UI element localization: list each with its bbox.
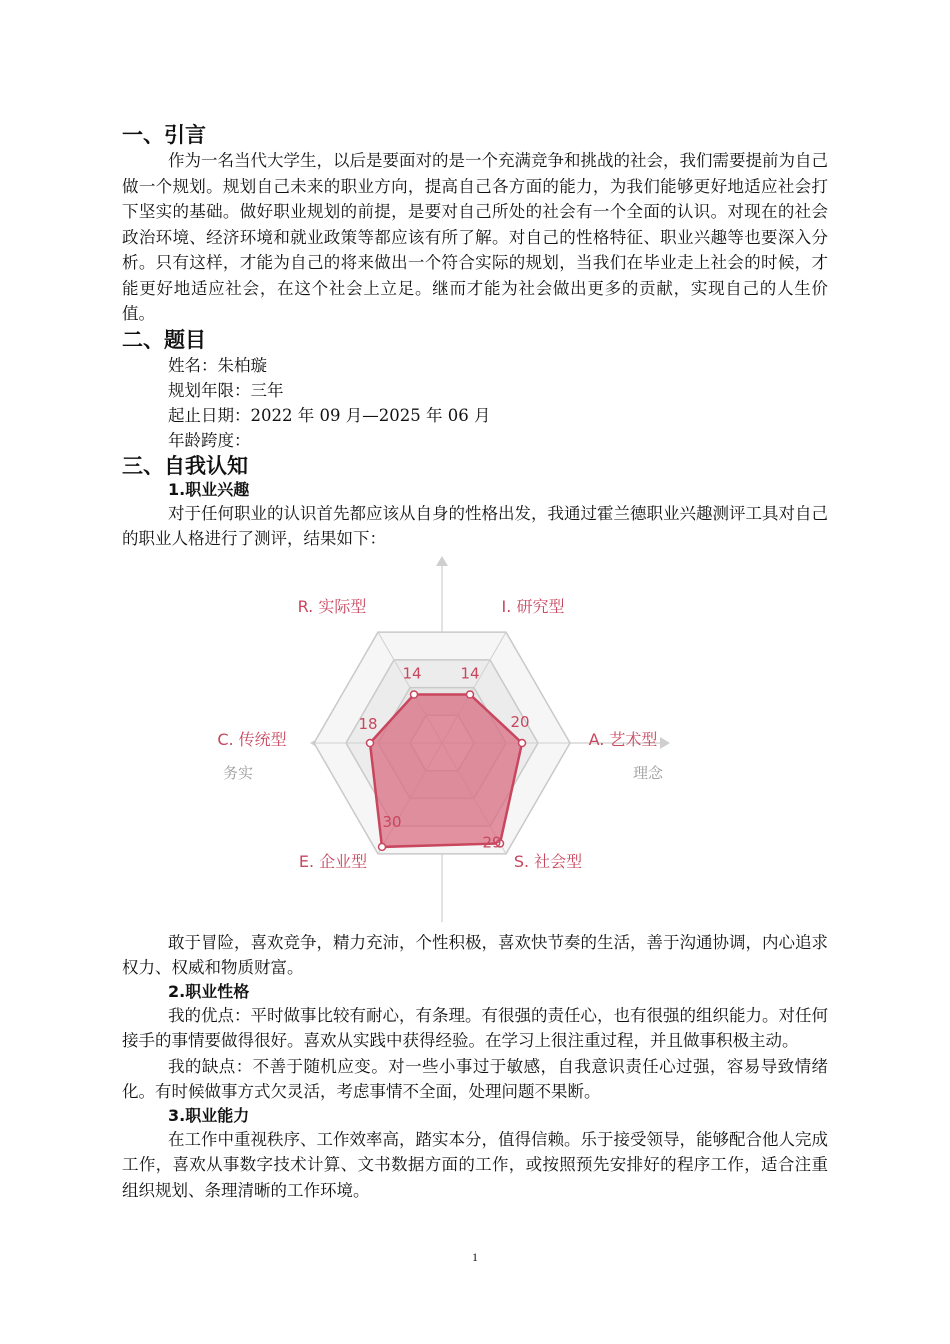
data-point [367,739,374,746]
page-number: 1 [472,1250,478,1264]
field-years: 规划年限：三年 [168,380,284,400]
ability-paragraph: 在工作中重视秩序、工作效率高，踏实本分，值得信赖。乐于接受领导，能够配合他人完成工作，喜欢从事数字技术计算、文书数据方面的工作，或按照预先安排好的程序工作，适合注重组织规划、条理清晰的工作环境。 [122,1129,828,1200]
category-label: S. 社会型 [513,851,583,871]
data-point [467,691,474,698]
category-label: R. 实际型 [297,596,367,616]
subheading-interest: 1.职业兴趣 [168,479,250,499]
document-body [122,122,828,1203]
field-name: 姓名：朱柏璇 [168,355,267,375]
value-label: 14 [402,664,422,683]
data-point [411,691,418,698]
right-arrow-icon [660,737,670,749]
axis-label-right: 理念 [632,763,664,782]
data-point [379,843,386,850]
value-label: 14 [460,664,480,683]
weaknesses-paragraph: 我的缺点：不善于随机应变。对一些小事过于敏感，自我意识责任心过强，容易导致情绪化。有时候做事方式欠灵活，考虑事情不全面，处理问题不果断。 [122,1056,828,1101]
section-heading-title: 二、题目 [122,327,206,352]
axis-label-left: 务实 [222,763,254,782]
data-point [519,739,526,746]
strengths-paragraph: 我的优点：平时做事比较有耐心，有条理。有很强的责任心，也有很强的组织能力。对任何接手的事情要做得很好。喜欢从实践中获得经验。在学习上很注重过程，并且做事积极主动。 [122,1005,828,1050]
category-label: I. 研究型 [501,596,565,616]
value-label: 30 [382,812,402,831]
radar-svg [122,556,828,930]
category-label: E. 企业型 [298,851,368,871]
subheading-ability: 3.职业能力 [168,1105,250,1125]
field-dates: 起止日期：2022 年 09 月—2025 年 06 月 [168,405,491,425]
category-label: A. 艺术型 [588,729,658,749]
subheading-personality: 2.职业性格 [168,981,250,1001]
up-arrow-icon [436,556,448,566]
value-label: 18 [358,714,378,733]
field-age: 年龄跨度： [168,430,251,450]
section-heading-intro: 一、引言 [122,123,206,147]
intro-paragraph: 作为一名当代大学生，以后是要面对的是一个充满竞争和挑战的社会，我们需要提前为自己做一个规划。规划自己未来的职业方向，提高自己各方面的能力，为我们能够更好地适应社会打下坚实的基础。做好职业规划的前提，是要对自己所处的社会有一个全面的认识。对现在的社会政治环境、经济环境和就业政策等都应该有所了解。对自己的性格特征、职业兴趣等也要深入分析。只有这样，才能为自己的将来做出一个符合实际的规划，当我们在毕业走上社会的时候，才能更好地适应社会，在这个社会上立足。继而才能为社会做出更多的贡献，实现自己的人生价值。 [122,151,828,323]
holland-radar-chart [122,556,828,930]
category-label: C. 传统型 [217,729,287,749]
interest-result-paragraph: 敢于冒险，喜欢竞争，精力充沛，个性积极，喜欢快节奏的生活，善于沟通协调，内心追求权力、权威和物质财富。 [122,932,828,977]
section-heading-self: 三、自我认知 [122,453,248,478]
interest-intro-paragraph: 对于任何职业的认识首先都应该从自身的性格出发，我通过霍兰德职业兴趣测评工具对自己的职业人格进行了测评，结果如下： [122,503,828,548]
value-label: 29 [482,832,502,851]
value-label: 20 [510,712,530,731]
